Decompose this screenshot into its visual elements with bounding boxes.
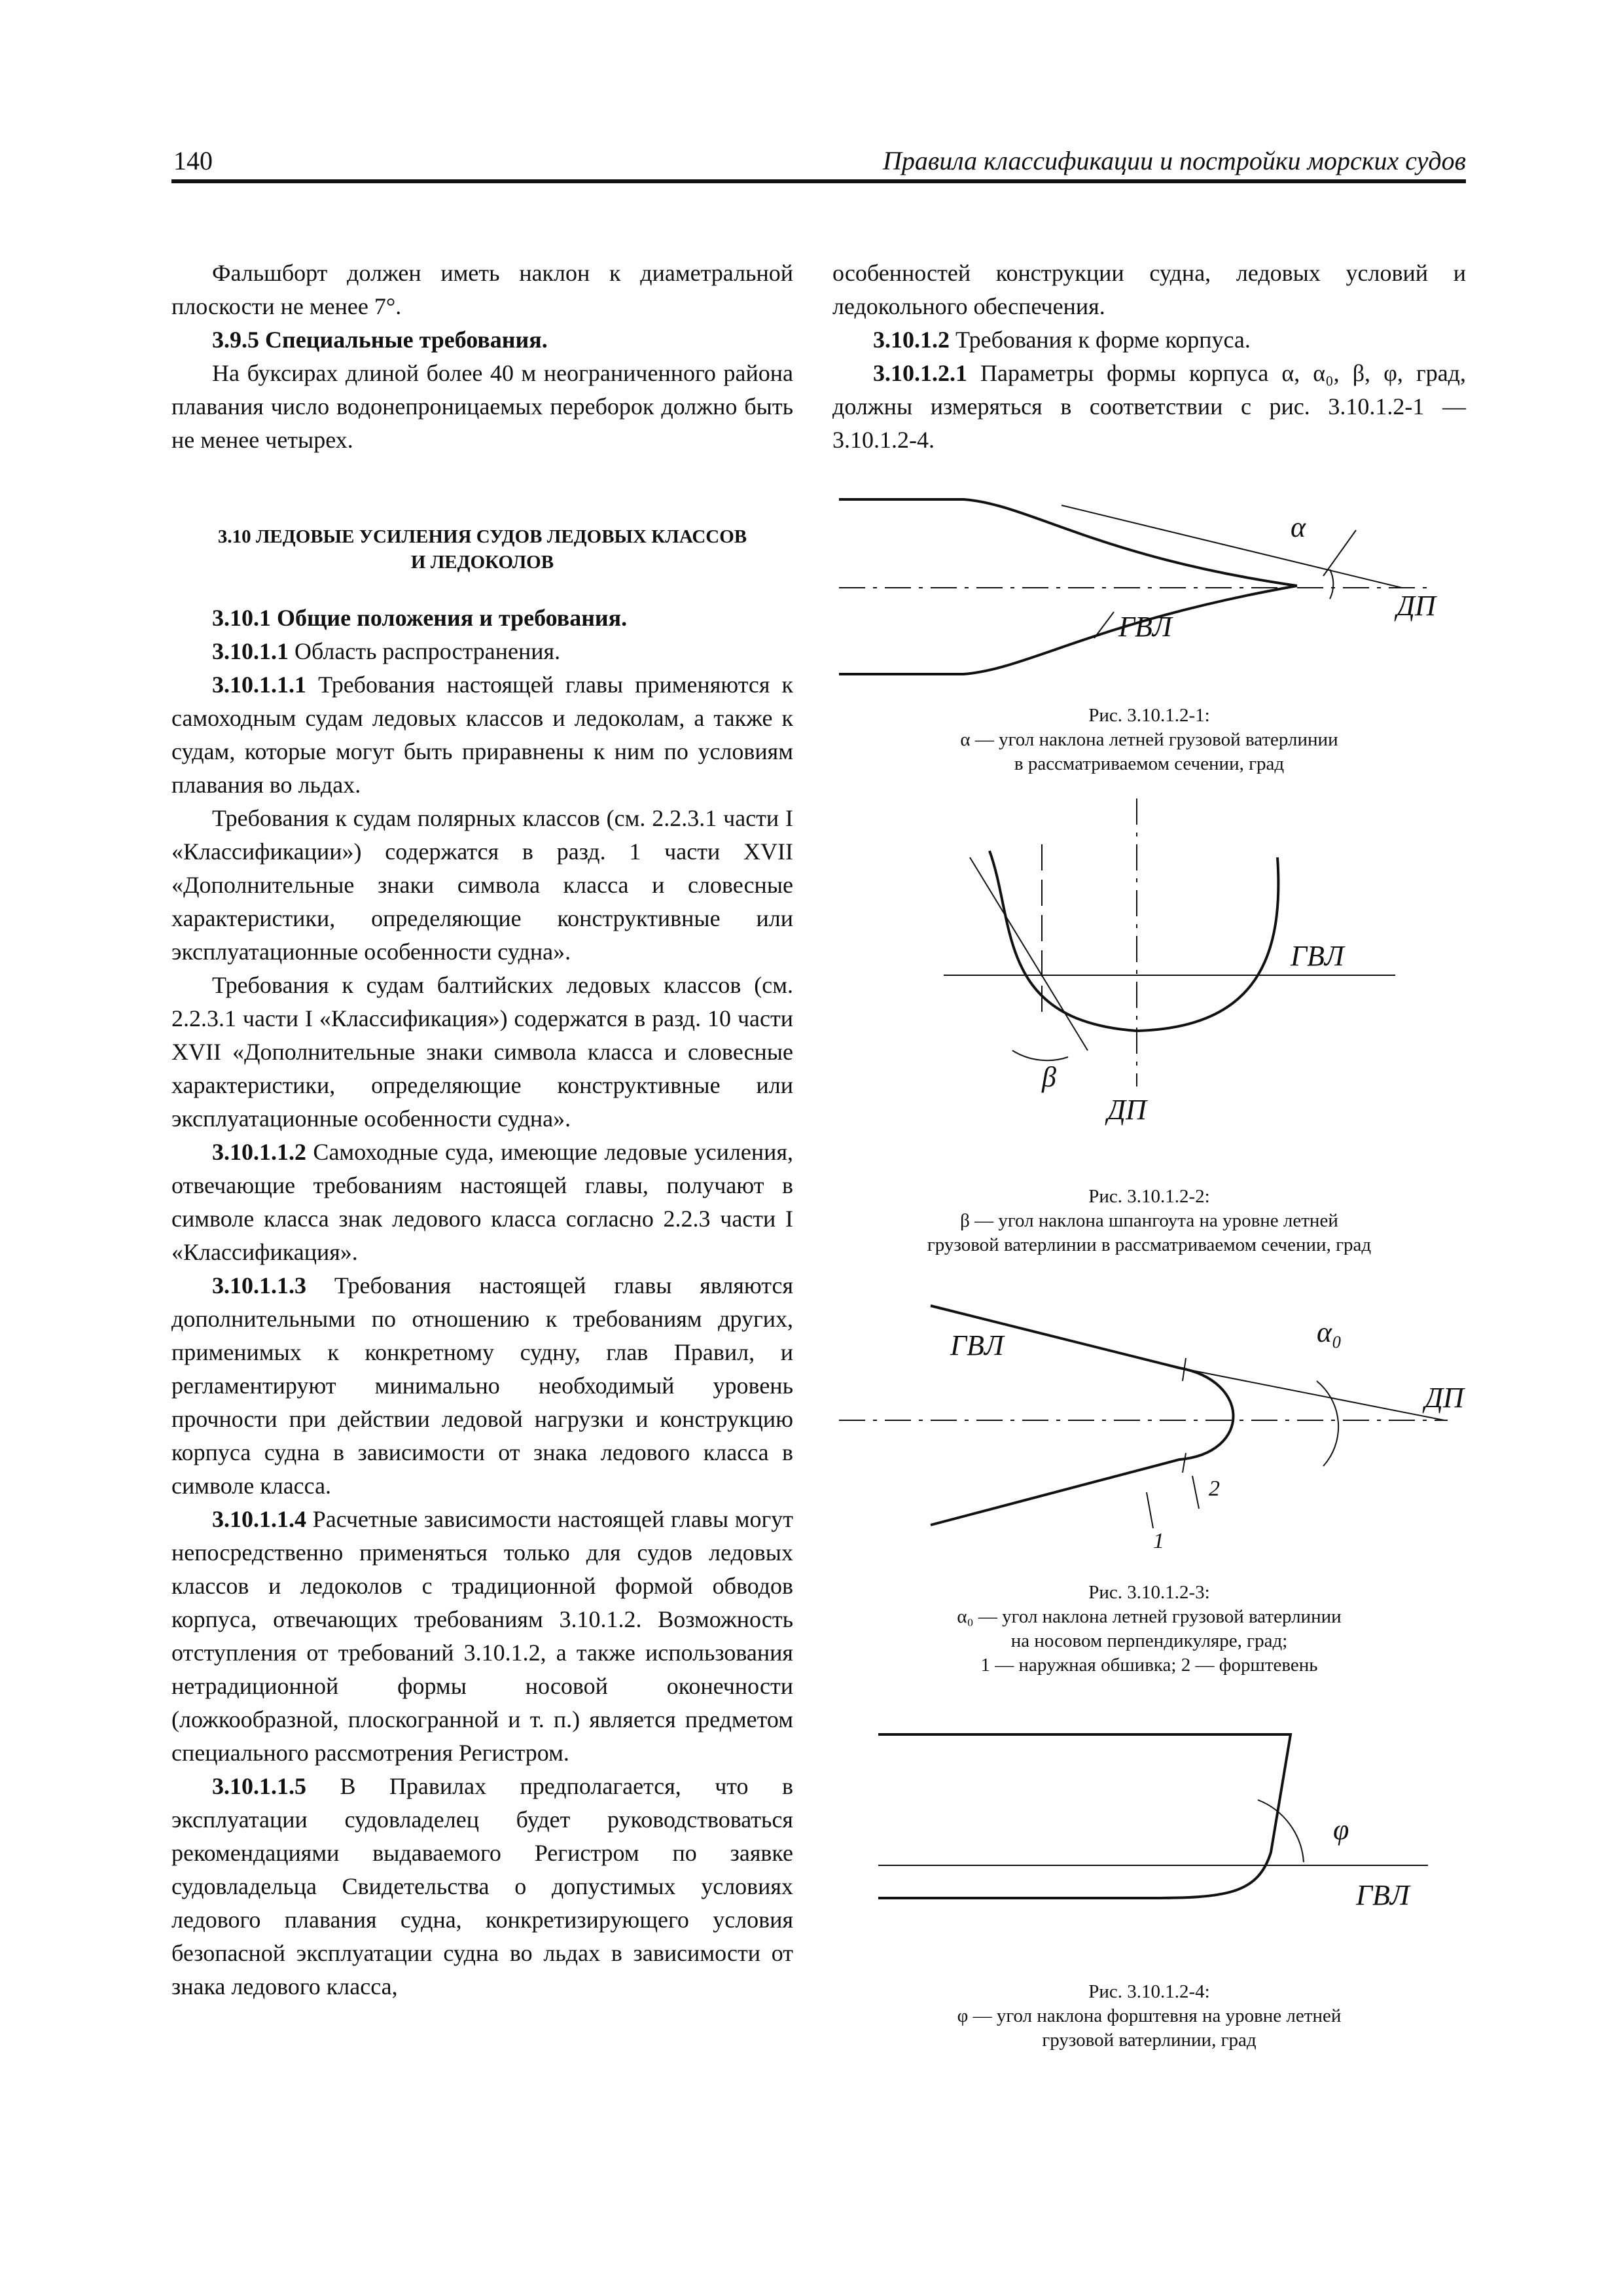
- paragraph-baltic-classes: Требования к судам балтийских ледовых классов (см. 2.2.3.1 части I «Классификация») содержатся в разд. 10 части XVII «Дополнительные знаки символа класса и словесные характеристики, определяющие конструктивные или эксплуатационные особенности судна».: [171, 972, 793, 1132]
- caption-figure-1: [832, 704, 1466, 776]
- paragraph-3-10-1-1-2: [171, 1136, 793, 1269]
- caption-title: Рис. 3.10.1.2-1:: [1088, 705, 1210, 726]
- caption-line: α — угол наклона летней грузовой ватерлинии: [960, 729, 1338, 750]
- left-column: [171, 257, 793, 2003]
- caption-line: α₀ — угол наклона летней грузовой ватерлинии: [957, 1606, 1342, 1627]
- angle-arc: [1317, 1381, 1338, 1466]
- figure-3-10-1-2-4: [832, 1721, 1466, 1911]
- clause-text: Самоходные суда, имеющие ледовые усиления, отвечающие требованиям настоящей главы, получают в символе класса знак ледового класса согласно 2.2.3 части I «Классификация».: [171, 1139, 793, 1265]
- figure-3-10-1-2-3: [832, 1296, 1466, 1558]
- caption-line: β — угол наклона шпангоута на уровне летней: [960, 1210, 1338, 1231]
- clause-text: В Правилах предполагается, что в эксплуатации судовладелец будет руководствоваться рекомендациями выдаваемого Регистром по заявке судовладельца Свидетельства о допустимых условиях ледового плавания судна, конкретизирующего условия безопасной эксплуатации судна во льдах в зависимости от знака ледового класса,: [171, 1773, 793, 2000]
- caption-line: на носовом перпендикуляре, град;: [1010, 1630, 1288, 1651]
- caption-title: Рис. 3.10.1.2-2:: [1088, 1186, 1210, 1207]
- page-number: 140: [173, 146, 213, 175]
- clause-text: Расчетные зависимости настоящей главы могут непосредственно применяться только для судов ледовых классов и ледоколов с традиционной формой обводов корпуса, отвечающих требованиям 3.10.1.2. Возможность отступления от требований 3.10.1.2, а также использования нетрадиционной формы носовой оконечности (ложкообразной, плоскогранной и т. п.) является предметом специального рассмотрения Регистром.: [171, 1506, 793, 1766]
- section-title: [171, 524, 793, 575]
- clause-number: 3.10.1.1.1: [212, 672, 306, 698]
- clause-text: Требования к форме корпуса.: [950, 327, 1251, 353]
- caption-figure-3: [832, 1581, 1466, 1677]
- frame-curve: [990, 851, 1278, 1031]
- figure-4-drawing: [832, 1721, 1466, 1911]
- figure-1-drawing: [832, 478, 1466, 694]
- label-gvl: ГВЛ: [1291, 940, 1344, 972]
- stem-contour: [878, 1734, 1291, 1898]
- heading-3-10-1: 3.10.1 Общие положения и требования.: [212, 605, 628, 631]
- angle-arc: [1258, 1800, 1304, 1862]
- label-alpha0: α₀: [1317, 1316, 1342, 1348]
- clause-number: 3.10.1.1.5: [212, 1773, 306, 1799]
- clause-number: 3.10.1.1.4: [212, 1506, 306, 1532]
- clause-number: 3.10.1.2: [873, 327, 950, 353]
- paragraph-3-10-1-1: [171, 635, 793, 668]
- paragraph-3-10-1-1-1: [171, 668, 793, 802]
- caption-line: 1 — наружная обшивка; 2 — форштевень: [980, 1655, 1318, 1676]
- caption-title: Рис. 3.10.1.2-4:: [1088, 1981, 1210, 2002]
- paragraph-tugs: На буксирах длиной более 40 м неограниченного района плавания число водонепроницаемых переборок должно быть не менее четырех.: [171, 360, 793, 453]
- paragraph-continuation: особенностей конструкции судна, ледовых условий и ледокольного обеспечения.: [832, 260, 1466, 319]
- clause-text: Область распространения.: [289, 638, 561, 664]
- label-dp: ДП: [1397, 590, 1436, 622]
- paragraph-3-10-1-2-1: [832, 357, 1466, 457]
- caption-line: φ — угол наклона форштевня на уровне летней: [957, 2005, 1342, 2026]
- leader-1: [1147, 1492, 1153, 1528]
- clause-number: 3.10.1.1.2: [212, 1139, 306, 1165]
- clause-number: 3.10.1.2.1: [873, 360, 967, 386]
- figure-2-drawing: [832, 798, 1466, 1165]
- label-dp: ДП: [1107, 1094, 1147, 1126]
- label-gvl: ГВЛ: [1356, 1879, 1410, 1911]
- figure-3-drawing: [832, 1296, 1466, 1558]
- angle-arc: [1330, 569, 1333, 599]
- label-gvl: ГВЛ: [1118, 611, 1172, 643]
- label-alpha: α: [1291, 511, 1306, 543]
- right-column: [832, 257, 1466, 457]
- paragraph-3-10-1-2: [832, 323, 1466, 357]
- caption-line: грузовой ватерлинии, град: [1042, 2030, 1257, 2051]
- caption-line: грузовой ватерлинии в рассматриваемом сечении, град: [927, 1234, 1372, 1255]
- section-title-line-2: И ЛЕДОКОЛОВ: [410, 552, 554, 573]
- tangent-line: [1179, 1368, 1444, 1420]
- upper-hull-line: [839, 499, 1297, 586]
- tick-mark: [1183, 1453, 1186, 1473]
- label-dp: ДП: [1425, 1382, 1464, 1414]
- paragraph-3-10-1-1-5: [171, 1770, 793, 2003]
- angle-leader: [1323, 530, 1356, 576]
- clause-text: Требования настоящей главы являются дополнительными по отношению к требованиям других, применимых к конкретному судну, глав Правил, и регламентируют минимально необходимый уровень прочности при действии ледовой нагрузки и конструкцию корпуса судна в зависимости от знака ледового класса в символе класса.: [171, 1272, 793, 1499]
- label-1: 1: [1153, 1529, 1164, 1553]
- label-2: 2: [1209, 1477, 1220, 1501]
- clause-number: 3.10.1.1: [212, 638, 289, 664]
- clause-text: Параметры формы корпуса α, α₀, β, φ, град, должны измеряться в соответствии с рис. 3.10.1.2-1 — 3.10.1.2-4.: [832, 360, 1466, 453]
- label-gvl: ГВЛ: [950, 1329, 1004, 1361]
- figure-3-10-1-2-1: [832, 478, 1466, 694]
- lower-hull-line: [839, 586, 1297, 674]
- paragraph-polar-classes: Требования к судам полярных классов (см. 2.2.3.1 части I «Классификации») содержатся в разд. 1 части XVII «Дополнительные знаки символа класса и словесные характеристики, определяющие конструктивные или эксплуатационные особенности судна».: [171, 805, 793, 965]
- caption-figure-4: [832, 1980, 1466, 2053]
- label-phi: φ: [1333, 1814, 1349, 1846]
- paragraph-3-10-1-1-3: [171, 1269, 793, 1503]
- label-beta: β: [1042, 1061, 1056, 1093]
- section-title-line-1: 3.10 ЛЕДОВЫЕ УСИЛЕНИЯ СУДОВ ЛЕДОВЫХ КЛАССОВ: [217, 526, 747, 547]
- clause-text: Требования настоящей главы применяются к самоходным судам ледовых классов и ледоколам, а также к судам, которые могут быть приравнены к ним по условиям плавания во льдах.: [171, 672, 793, 798]
- figure-3-10-1-2-2: [832, 798, 1466, 1165]
- tangent-line: [970, 857, 1088, 1050]
- clause-number: 3.10.1.1.3: [212, 1272, 306, 1299]
- angle-arc: [1012, 1050, 1068, 1060]
- paragraph-bulwark: Фальшборт должен иметь наклон к диаметральной плоскости не менее 7°.: [171, 260, 793, 319]
- header-rule: [171, 179, 1466, 183]
- running-title: Правила классификации и постройки морских судов: [882, 146, 1466, 175]
- heading-3-9-5: 3.9.5 Специальные требования.: [212, 327, 548, 353]
- caption-title: Рис. 3.10.1.2-3:: [1088, 1582, 1210, 1603]
- caption-figure-2: [832, 1185, 1466, 1257]
- paragraph-3-10-1-1-4: [171, 1503, 793, 1770]
- leader-2: [1192, 1476, 1199, 1509]
- caption-line: в рассматриваемом сечении, град: [1014, 753, 1285, 774]
